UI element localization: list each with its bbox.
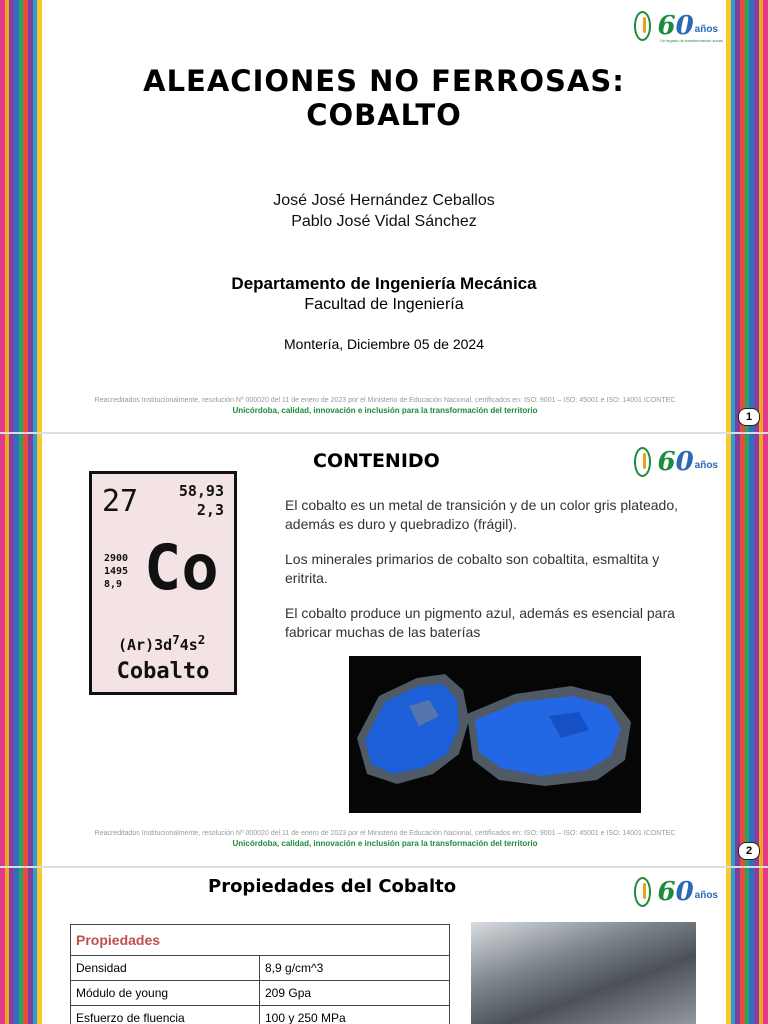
cobalt-mineral-photo <box>349 656 641 813</box>
seal-icon <box>634 11 651 41</box>
periodic-element-card <box>89 471 237 695</box>
table-row: Módulo de young 209 Gpa <box>71 981 450 1006</box>
electron-configuration: $(Ar)3d^74s^2$ <box>118 632 206 654</box>
university-logo: 60 años Un legado de transformación social <box>634 8 718 44</box>
department: Departamento de Ingeniería Mecánica <box>231 274 537 293</box>
seal-icon <box>634 877 651 907</box>
melting-point: 1495 <box>104 566 129 577</box>
slide-title: ALEACIONES NO FERROSAS: COBALTO <box>143 64 625 132</box>
stripe <box>763 0 768 432</box>
left-stripes <box>0 434 42 866</box>
stripe <box>763 868 768 1024</box>
authors: José José Hernández Ceballos Pablo José Vidal Sánchez <box>273 192 495 230</box>
properties-table <box>70 924 450 1024</box>
slide-1 <box>0 0 768 432</box>
slide-3 <box>0 868 768 1024</box>
right-stripes <box>726 868 768 1024</box>
table-row: Densidad 8,9 g/cm^3 <box>71 956 450 981</box>
mineral-rocks-image <box>349 656 641 813</box>
university-logo: 60 años <box>634 444 718 480</box>
stripe <box>37 868 42 1024</box>
density: 8,9 <box>104 579 123 590</box>
paragraph-1: El cobalto es un metal de transición y de un color gris plateado, además es duro y quebradizo (frágil). <box>285 497 679 532</box>
page-number: 1 <box>738 408 760 426</box>
element-name: Cobalto <box>116 659 210 684</box>
stripe <box>763 434 768 866</box>
cobalt-metal-photo <box>471 922 696 1024</box>
stripe <box>37 434 42 866</box>
slide-heading: CONTENIDO <box>313 450 440 472</box>
date: Montería, Diciembre 05 de 2024 <box>284 336 484 352</box>
paragraph-3: El cobalto produce un pigmento azul, además es esencial para fabricar muchas de las baterías <box>285 605 675 640</box>
electronegativity: 2,3 <box>196 501 224 519</box>
faculty: Facultad de Ingeniería <box>304 296 464 313</box>
right-stripes <box>726 434 768 866</box>
table-row: Esfuerzo de fluencia 100 y 250 MPa <box>71 1006 450 1024</box>
boiling-point: 2900 <box>104 553 129 564</box>
element-symbol: Co <box>144 531 219 604</box>
paragraph-2: Los minerales primarios de cobalto son cobaltita, esmaltita y eritrita. <box>285 551 660 586</box>
university-logo: 60 años <box>634 874 718 910</box>
slide-heading: Propiedades del Cobalto <box>208 876 457 897</box>
table-header-row <box>71 925 450 956</box>
atomic-number: 27 <box>102 484 139 519</box>
seal-icon <box>634 447 651 477</box>
table-header: Propiedades <box>71 925 450 956</box>
footer: Reacreditados Institucionalmente, resolución Nº 000020 del 11 de enero de 2023 por el Ministerio de Educación Nacional, certificados en: ISO: 9001 – ISO: 45001 e ISO: 14001 ICONTEC Unicórdoba, calidad, innovación e inclusión para la transformación del territorio <box>94 397 676 415</box>
left-stripes <box>0 868 42 1024</box>
footer: Reacreditados Institucionalmente, resolución Nº 000020 del 11 de enero de 2023 por el Ministerio de Educación Nacional, certificados en: ISO: 9001 – ISO: 45001 e ISO: 14001 ICONTEC Unicórdoba, calidad, innovación e inclusión para la transformación del territorio <box>94 830 676 848</box>
atomic-mass: 58,93 <box>178 482 224 500</box>
page-number: 2 <box>738 842 760 860</box>
slide-2 <box>0 434 768 866</box>
right-stripes <box>726 0 768 432</box>
left-stripes <box>0 0 42 432</box>
